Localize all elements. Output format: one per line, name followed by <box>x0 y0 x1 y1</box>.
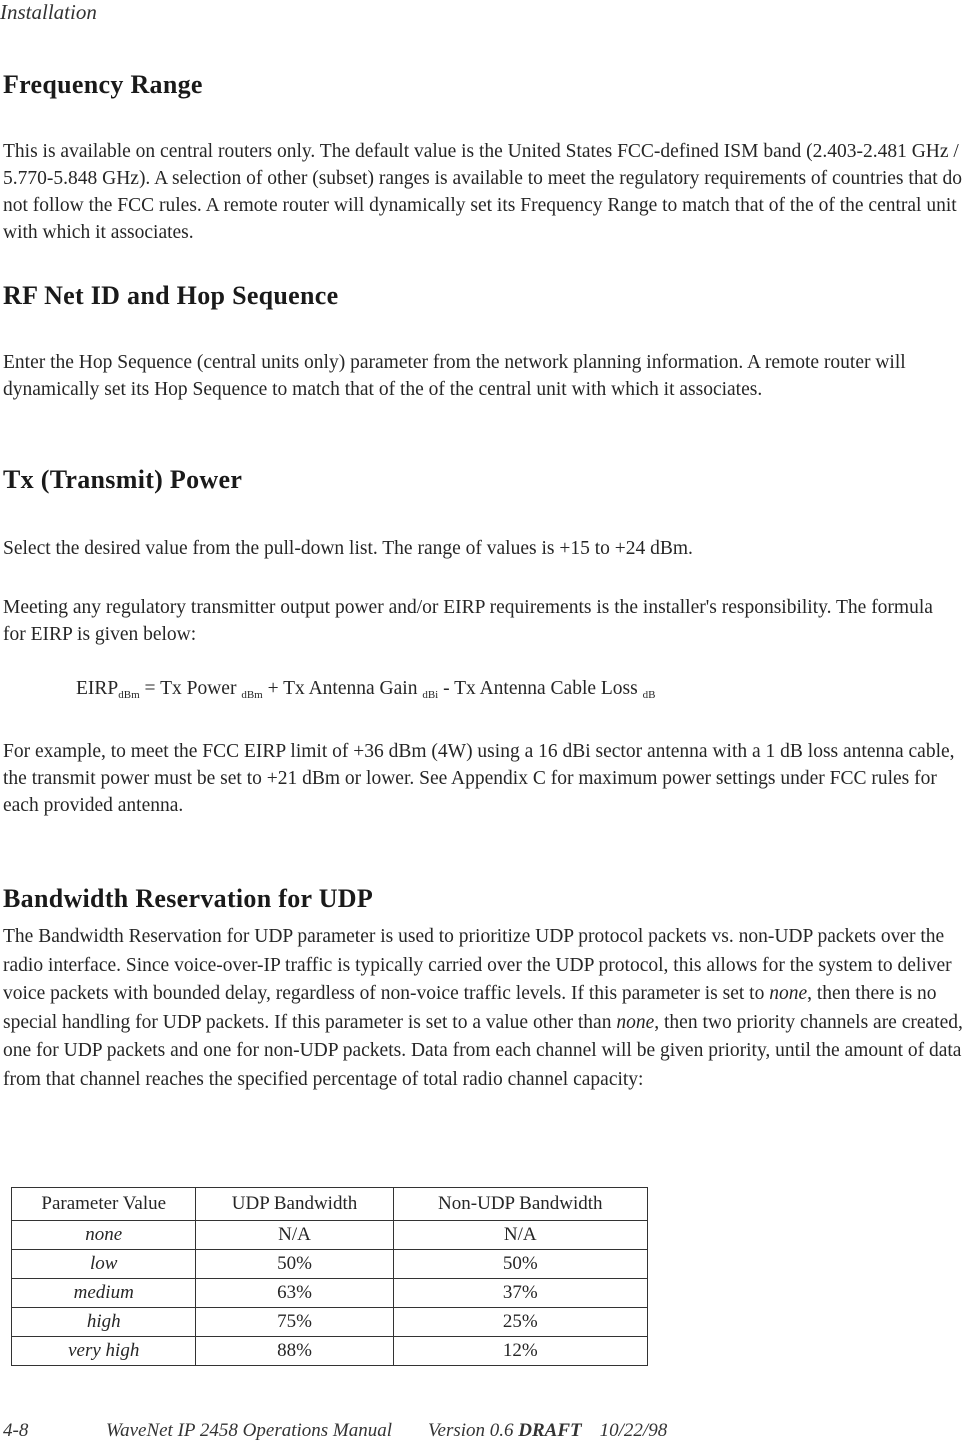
udp-none-2: none <box>616 1011 655 1033</box>
heading-bandwidth-reservation: Bandwidth Reservation for UDP <box>3 884 374 913</box>
formula-cable-loss-unit: dB <box>642 689 656 701</box>
cell-udp: N/A <box>196 1221 393 1250</box>
paragraph-frequency-range: This is available on central routers only. The default value is the United States FCC-defined ISM band (2.403-2.481 GHz / 5.770-5.848 GHz). A selection of other (subset) ranges is available to meet the regulatory requirements of countries that do not follow the FCC rules. A remote router will dynamically set its Frequency Range to match that of the of the central unit with which it associates. <box>3 141 963 243</box>
formula-plus: + <box>262 678 284 699</box>
table-header-row <box>12 1188 648 1221</box>
udp-text-b: , then there is no special handling for UDP packets. If this parameter is set to a value other than <box>3 983 937 1033</box>
paragraph-rf-net-id: Enter the Hop Sequence (central units only) parameter from the network planning information. A remote router will dynamically set its Hop Sequence to match that of the of the central unit with which it associates. <box>3 352 906 400</box>
paragraph-tx-power-range: Select the desired value from the pull-down list. The range of values is +15 to +24 dBm. <box>3 538 693 559</box>
formula-antenna-gain: Tx Antenna Gain <box>283 678 423 699</box>
cell-parameter: none <box>12 1221 196 1250</box>
cell-udp: 88% <box>196 1337 393 1366</box>
heading-tx-power: Tx (Transmit) Power <box>3 465 243 494</box>
page-footer <box>3 1420 667 1442</box>
footer-version: Version 0.6 <box>428 1420 519 1441</box>
cell-non-udp: 12% <box>393 1337 647 1366</box>
table-row <box>12 1337 648 1366</box>
table-row <box>12 1250 648 1279</box>
table-row <box>12 1308 648 1337</box>
header-parameter-value: Parameter Value <box>12 1188 196 1221</box>
footer-manual-title: WaveNet IP 2458 Operations Manual <box>106 1420 393 1441</box>
formula-equals: = <box>139 678 161 699</box>
cell-udp: 50% <box>196 1250 393 1279</box>
formula-cable-loss: Tx Antenna Cable Loss <box>454 678 643 699</box>
paragraph-bandwidth-reservation <box>3 923 965 1094</box>
formula-tx-power: Tx Power <box>160 678 242 699</box>
footer-draft: DRAFT <box>518 1420 582 1441</box>
table-row <box>12 1221 648 1250</box>
udp-none-1: none <box>769 983 808 1004</box>
eirp-formula <box>76 678 655 701</box>
formula-eirp: EIRP <box>76 678 119 699</box>
bandwidth-table <box>11 1187 648 1366</box>
cell-parameter: high <box>12 1308 196 1337</box>
cell-parameter: medium <box>12 1279 196 1308</box>
footer-page-number: 4-8 <box>3 1420 29 1441</box>
cell-parameter: low <box>12 1250 196 1279</box>
formula-tx-power-unit: dBm <box>241 689 263 701</box>
heading-rf-net-id: RF Net ID and Hop Sequence <box>3 281 339 310</box>
paragraph-tx-power-responsibility: Meeting any regulatory transmitter output power and/or EIRP requirements is the installer's responsibility. The formula for EIRP is given below: <box>3 597 933 645</box>
header-non-udp-bandwidth: Non-UDP Bandwidth <box>393 1188 647 1221</box>
cell-non-udp: 50% <box>393 1250 647 1279</box>
formula-minus: - <box>438 678 455 699</box>
cell-udp: 75% <box>196 1308 393 1337</box>
formula-antenna-gain-unit: dBi <box>422 689 439 701</box>
cell-udp: 63% <box>196 1279 393 1308</box>
running-head: Installation <box>0 0 97 24</box>
heading-frequency-range: Frequency Range <box>3 70 203 99</box>
cell-non-udp: 37% <box>393 1279 647 1308</box>
footer-date: 10/22/98 <box>599 1420 668 1441</box>
table-row <box>12 1279 648 1308</box>
cell-non-udp: 25% <box>393 1308 647 1337</box>
formula-eirp-unit: dBm <box>118 689 140 701</box>
udp-text-a: The Bandwidth Reservation for UDP parameter is used to prioritize UDP protocol packets vs. non-UDP packets over the radio interface. Since voice-over-IP traffic is typically carried over the UDP protocol, this allows for the system to deliver voice packets with bounded delay, regardless of non-voice traffic levels. If this parameter is set to <box>3 926 952 1004</box>
header-udp-bandwidth: UDP Bandwidth <box>196 1188 393 1221</box>
cell-non-udp: N/A <box>393 1221 647 1250</box>
cell-parameter: very high <box>12 1337 196 1366</box>
paragraph-eirp-example: For example, to meet the FCC EIRP limit of +36 dBm (4W) using a 16 dBi sector antenna with a 1 dB loss antenna cable, the transmit power must be set to +21 dBm or lower. See Appendix C for maximum power settings under FCC rules for each provided antenna. <box>3 741 955 816</box>
udp-text-c: , then two priority channels are created, one for UDP packets and one for non-UDP packets. Data from each channel will be given priority, until the amount of data from that channel reaches the specified percentage of total radio channel capacity: <box>3 1011 963 1090</box>
